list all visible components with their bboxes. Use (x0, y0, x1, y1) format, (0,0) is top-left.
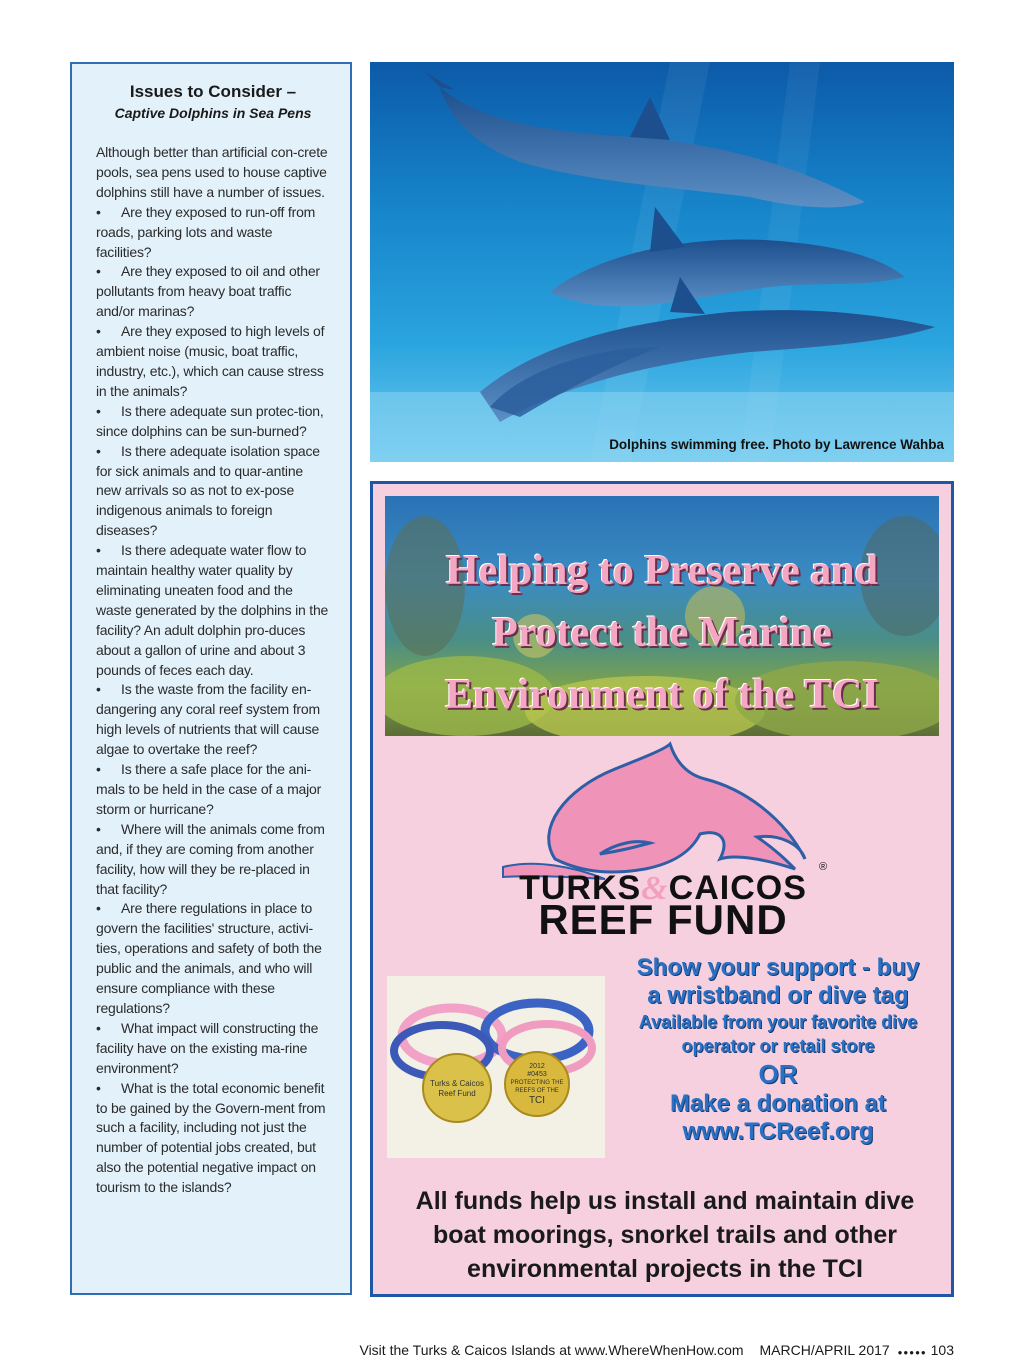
sidebar-subtitle: Captive Dolphins in Sea Pens (114, 105, 312, 121)
bullet-item (96, 203, 330, 263)
bullet-item (96, 760, 330, 820)
bullet-text: What is the total economic benefit to be gained by the Govern-ment from such a facility, including not just the number of potential jobs created, but also the potential negative impact on tourism to the islands? (96, 1079, 326, 1196)
bullet-item (96, 1079, 330, 1198)
bullet-text: Where will the animals come from and, if they are coming from another facility, how will they be re-placed in that facility? (96, 820, 325, 897)
bullet-icon: • (96, 203, 101, 220)
or-text: OR (758, 1059, 798, 1089)
bullet-text: Are they exposed to high levels of ambient noise (music, boat traffic, industry, etc.), which can cause stress in the animals? (96, 323, 325, 399)
bullet-text: Is the waste from the facility en-dangering any coral reef system from high levels of nutrients that will cause algae to overtake the reef? (96, 681, 320, 758)
donate-line: Make a donation at (669, 1090, 887, 1117)
page-footer (359, 1342, 954, 1358)
bullet-icon: • (96, 820, 101, 837)
bullet-item (96, 899, 330, 1018)
bullet-item (96, 1019, 330, 1079)
dolphin-photo (370, 62, 954, 462)
wristbands-illustration (387, 976, 605, 1158)
logo-word: FUND (667, 896, 788, 943)
tag-right-text: 2012 (529, 1063, 545, 1070)
bullet-item (96, 680, 330, 760)
tag-right-text: #0453 (527, 1071, 547, 1078)
bullet-icon: • (96, 263, 101, 280)
bullet-item (96, 541, 330, 680)
support-line: Available from your favorite dive (638, 1012, 918, 1032)
footer-text: Visit the Turks & Caicos Islands at www.WhereWhenHow.com (359, 1342, 744, 1358)
tag-left-text: Turks & Caicos (430, 1079, 484, 1088)
bullet-text: Are they exposed to run-off from roads, parking lots and waste facilities? (96, 203, 316, 260)
logo-ampersand: & (641, 870, 669, 907)
bullet-icon: • (96, 442, 101, 459)
registered-mark: ® (819, 861, 828, 873)
footer-dots-icon: ●●●●● (897, 1348, 927, 1357)
bullet-icon: • (96, 542, 101, 559)
ad-headline (385, 540, 939, 726)
dolphins-illustration (370, 62, 954, 462)
bullet-text: Are they exposed to oil and other pollutants from heavy boat traffic and/or marinas? (96, 263, 320, 320)
footer-issue: MARCH/APRIL 2017 (759, 1342, 890, 1358)
support-message (613, 954, 943, 1146)
bullet-text: Is there a safe place for the ani-mals to be held in the case of a major storm or hurricane? (96, 761, 322, 817)
bullet-text: Are there regulations in place to govern the facilities' structure, activi-ties, operations and safety of both the public and the animals, and who will ensure compliance with these regulations? (96, 900, 322, 1016)
ad-bottom-message (383, 1184, 947, 1286)
bullet-text: What impact will constructing the facility have on the existing ma-rine environment? (96, 1019, 319, 1076)
bottom-line: boat moorings, snorkel trails and other (433, 1221, 897, 1249)
sidebar-bullet-list (96, 203, 330, 1198)
bullet-icon: • (96, 323, 101, 340)
bottom-line: environmental projects in the TCI (467, 1255, 863, 1283)
reef-banner (385, 496, 939, 736)
reef-fund-ad (370, 481, 954, 1297)
bullet-text: Is there adequate water flow to maintain healthy water quality by eliminating uneaten food and the waste generated by the dolphins in the facility? An adult dolphin pro-duces about a gallon of urine and about 3 pounds of feces each day. (96, 542, 329, 678)
sidebar-body (96, 143, 330, 1198)
bottom-line: All funds help us install and maintain dive (415, 1187, 915, 1215)
support-line: a wristband or dive tag (647, 982, 909, 1009)
bullet-item (96, 442, 330, 542)
photo-caption: Dolphins swimming free. Photo by Lawrence Wahba (609, 437, 944, 452)
bullet-icon: • (96, 900, 101, 917)
bullet-item (96, 820, 330, 900)
headline-line: Environment of the TCI (445, 672, 879, 718)
bullet-text: Is there adequate isolation space for sick animals and to quar-antine new arrivals so as not to ex-pose indigenous animals to foreign diseases? (96, 442, 320, 539)
sidebar-intro: Although better than artificial con-crete pools, sea pens used to house captive dolphins still have a number of issues. (96, 144, 328, 200)
support-line: operator or retail store (681, 1036, 875, 1056)
sidebar-box (70, 62, 352, 1295)
bullet-icon: • (96, 761, 101, 778)
tag-right-text: REEFS OF THE (515, 1088, 559, 1094)
bullet-icon: • (96, 402, 101, 419)
logo-word: REEF (538, 896, 655, 943)
logo-wordmark-bottom (495, 896, 831, 944)
donate-url: www.TCReef.org (682, 1118, 874, 1145)
headline-line: Protect the Marine (492, 610, 832, 656)
bullet-icon: • (96, 681, 101, 698)
support-line: Show your support - buy (636, 954, 920, 981)
headline-line: Helping to Preserve and (445, 548, 879, 594)
bullet-item (96, 402, 330, 442)
bullet-text: Is there adequate sun protec-tion, since dolphins can be sun-burned? (96, 402, 324, 439)
bullet-item (96, 322, 330, 402)
tag-left-text: Reef Fund (438, 1089, 476, 1098)
logo-word: CAICOS (668, 869, 807, 907)
page-number: 103 (930, 1342, 954, 1358)
tag-right-text: PROTECTING THE (510, 1080, 564, 1086)
tag-right-text: TCI (528, 1095, 546, 1106)
bullet-item (96, 262, 330, 322)
sidebar-title: Issues to Consider – (129, 82, 297, 101)
wristband-tag-photo (387, 976, 605, 1158)
logo-word: TURKS (519, 869, 642, 907)
bullet-icon: • (96, 1019, 101, 1036)
bullet-icon: • (96, 1079, 101, 1096)
